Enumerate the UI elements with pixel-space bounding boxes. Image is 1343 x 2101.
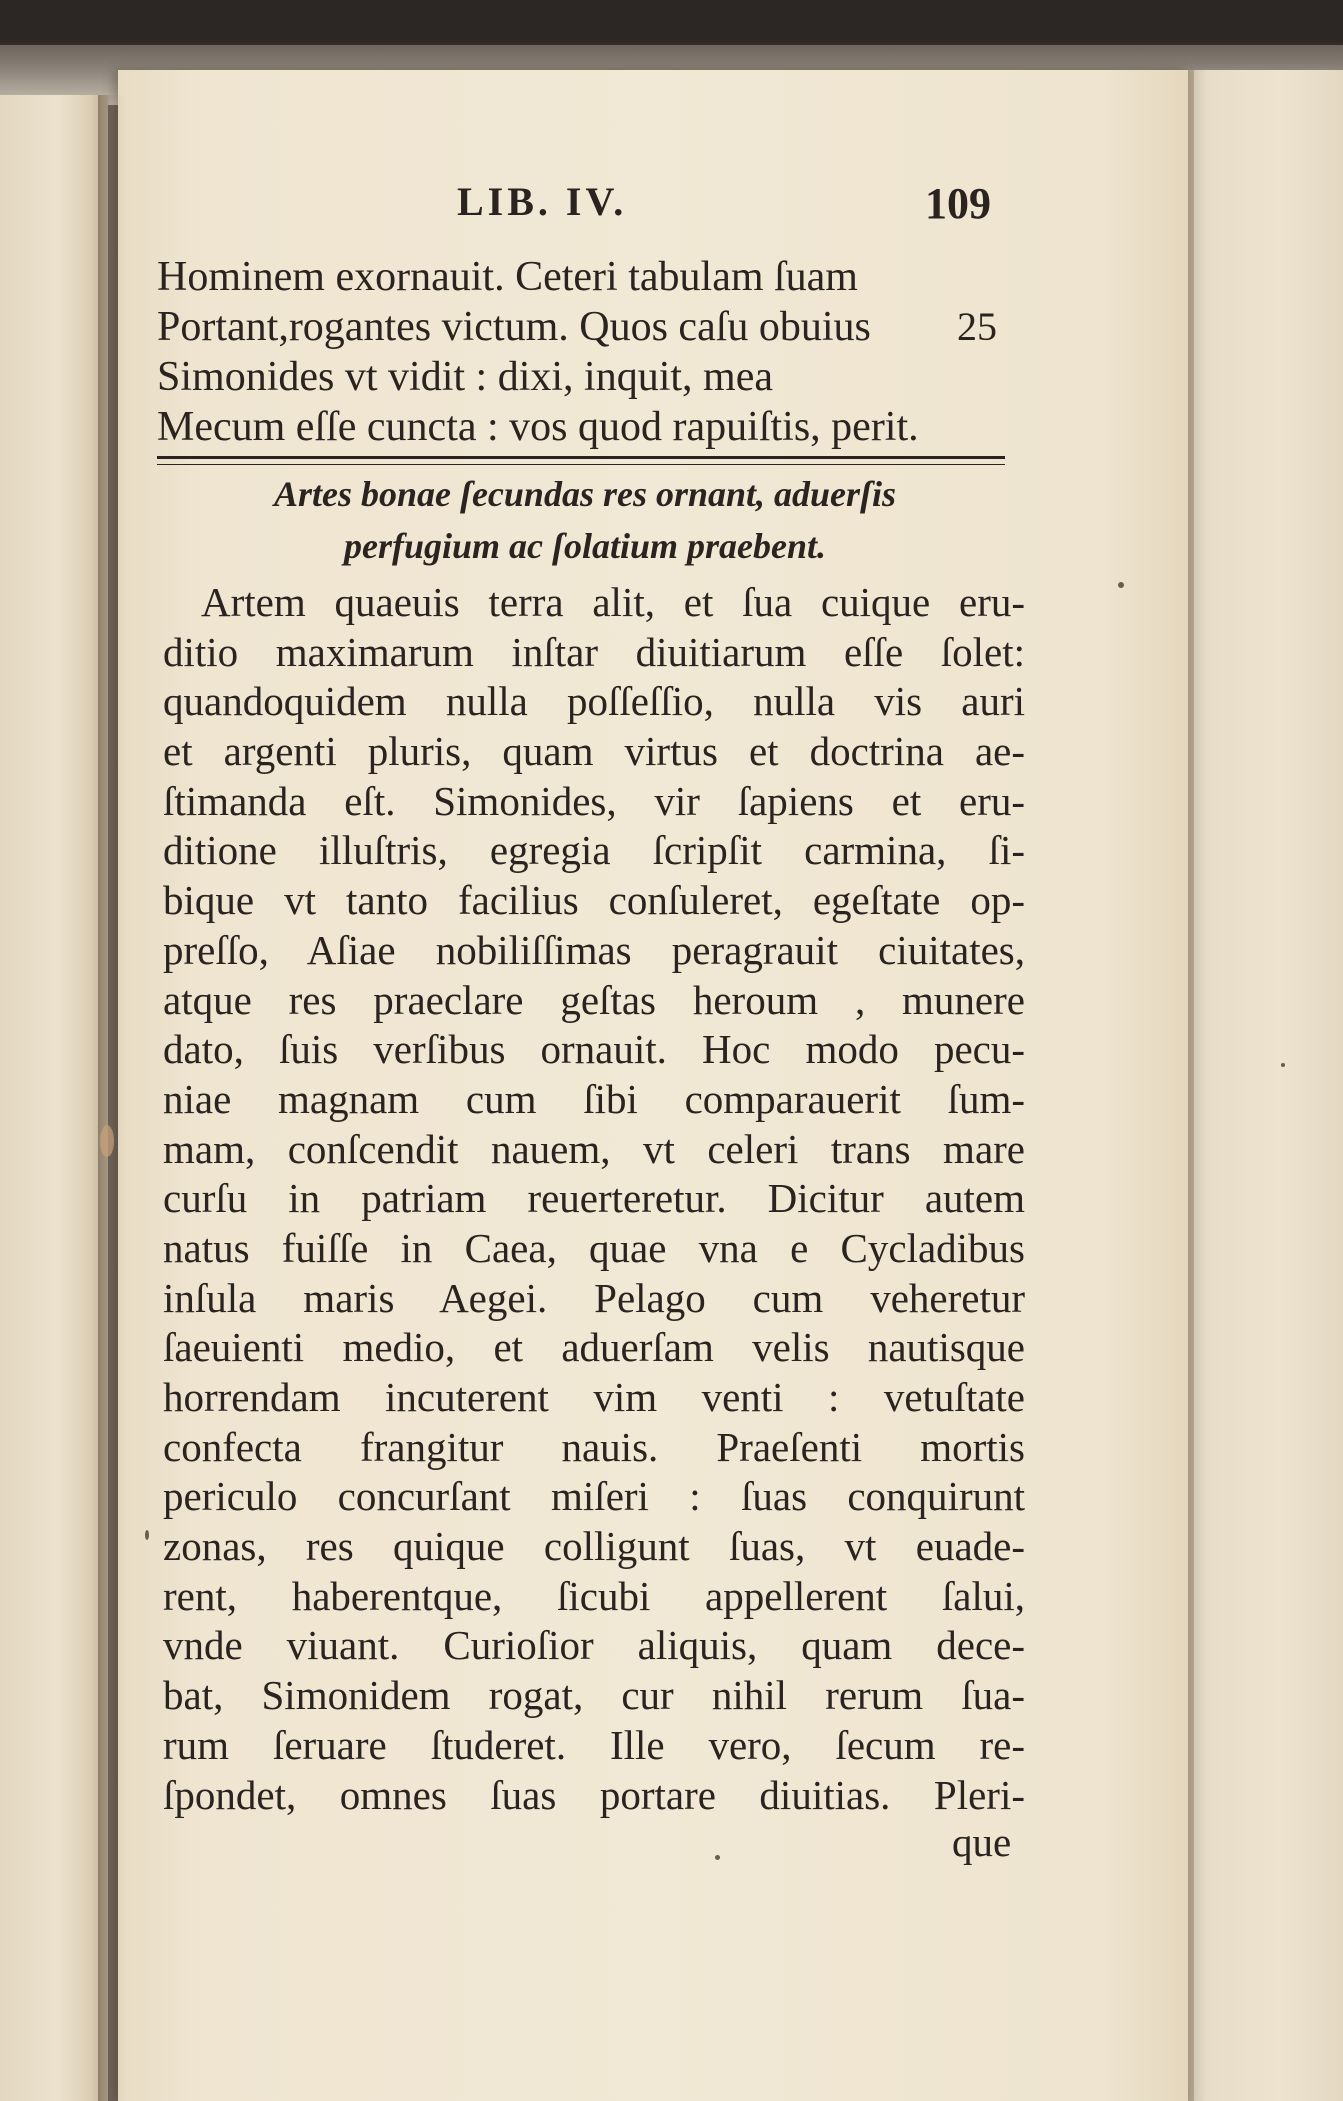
prose-line: ſtimanda eſt. Simonides, vir ſapiens et eru- [163, 777, 1025, 824]
verse-line: Mecum eſſe cuncta : vos quod rapuiſtis, perit. [157, 404, 919, 450]
motto-line: Artes bonae ſecundas res ornant, aduerſis [273, 474, 897, 514]
prose-line: bat, Simonidem rogat, cur nihil rerum ſua- [163, 1672, 1025, 1719]
catchword: que [952, 1819, 1012, 1865]
prose-line: quandoquidem nulla poſſeſſio, nulla vis auri [163, 678, 1025, 725]
prose-line: atque res praeclare geſtas heroum , munere [163, 976, 1025, 1023]
prose-paragraph [163, 578, 1025, 1820]
running-head-title: LIB. IV. [457, 179, 628, 224]
prose-line: ſaeuienti medio, et aduerſam velis nautisque [163, 1324, 1025, 1371]
thumb-mark [100, 1125, 114, 1157]
page-number: 109 [925, 179, 991, 228]
paper-speck [145, 1530, 149, 1540]
verse-block [157, 252, 1017, 452]
verse-line-text: Portant,rogantes victum. Quos caſu obuius [157, 304, 871, 350]
prose-line: rum ſeruare ſtuderet. Ille vero, ſecum re- [163, 1721, 1025, 1768]
prose-line: natus fuiſſe in Caea, quae vna e Cycladibus [163, 1224, 1025, 1271]
verse-line: Hominem exornauit. Ceteri tabulam ſuam [157, 254, 858, 300]
prose-line: Artem quaeuis terra alit, et ſua cuique eru- [201, 579, 1025, 625]
left-page-edge [0, 95, 108, 2101]
prose-line: rent, haberentque, ſicubi appellerent ſalui, [163, 1572, 1025, 1619]
prose-line: periculo concurſant miſeri : ſuas conquirunt [163, 1473, 1025, 1520]
prose-line: ſpondet, omnes ſuas portare diuitias. Pleri- [163, 1771, 1025, 1818]
paper-speck [1118, 582, 1124, 588]
prose-line: ditione illuſtris, egregia ſcripſit carmina, ſi- [163, 827, 1025, 874]
prose-line: vnde viuant. Curioſior aliquis, quam dece- [163, 1622, 1025, 1669]
right-page-edges [1188, 70, 1343, 2101]
section-rule [157, 456, 1005, 465]
paper-speck [715, 1855, 720, 1860]
motto-line: perfugium ac ſolatium praebent. [343, 526, 826, 566]
prose-line: zonas, res quique colligunt ſuas, vt euade- [163, 1523, 1025, 1570]
prose-line: inſula maris Aegei. Pelago cum veheretur [163, 1274, 1025, 1321]
prose-line: curſu in patriam reuerteretur. Dicitur autem [163, 1175, 1025, 1222]
motto-heading [160, 468, 1010, 572]
verse-line-number: 25 [957, 304, 997, 349]
verse-line [157, 302, 1017, 352]
prose-line: dato, ſuis verſibus ornauit. Hoc modo pecu- [163, 1026, 1025, 1073]
prose-line: confecta frangitur nauis. Praeſenti mortis [163, 1423, 1025, 1470]
prose-line: et argenti pluris, quam virtus et doctrina ae- [163, 728, 1025, 775]
prose-line: mam, conſcendit nauem, vt celeri trans mare [163, 1125, 1025, 1172]
paper-speck [1281, 1063, 1285, 1067]
prose-line: horrendam incuterent vim venti : vetuſtate [163, 1374, 1025, 1420]
running-head [340, 178, 1020, 228]
prose-line: niae magnam cum ſibi comparauerit ſum- [163, 1075, 1025, 1122]
prose-line: preſſo, Aſiae nobiliſſimas peragrauit ciuitates, [163, 926, 1025, 973]
prose-line: bique vt tanto facilius conſuleret, egeſtate op- [163, 877, 1025, 924]
gutter-shadow [98, 95, 124, 2101]
verse-line: Simonides vt vidit : dixi, inquit, mea [157, 354, 773, 400]
prose-line: ditio maximarum inſtar diuitiarum eſſe ſolet: [163, 628, 1025, 675]
